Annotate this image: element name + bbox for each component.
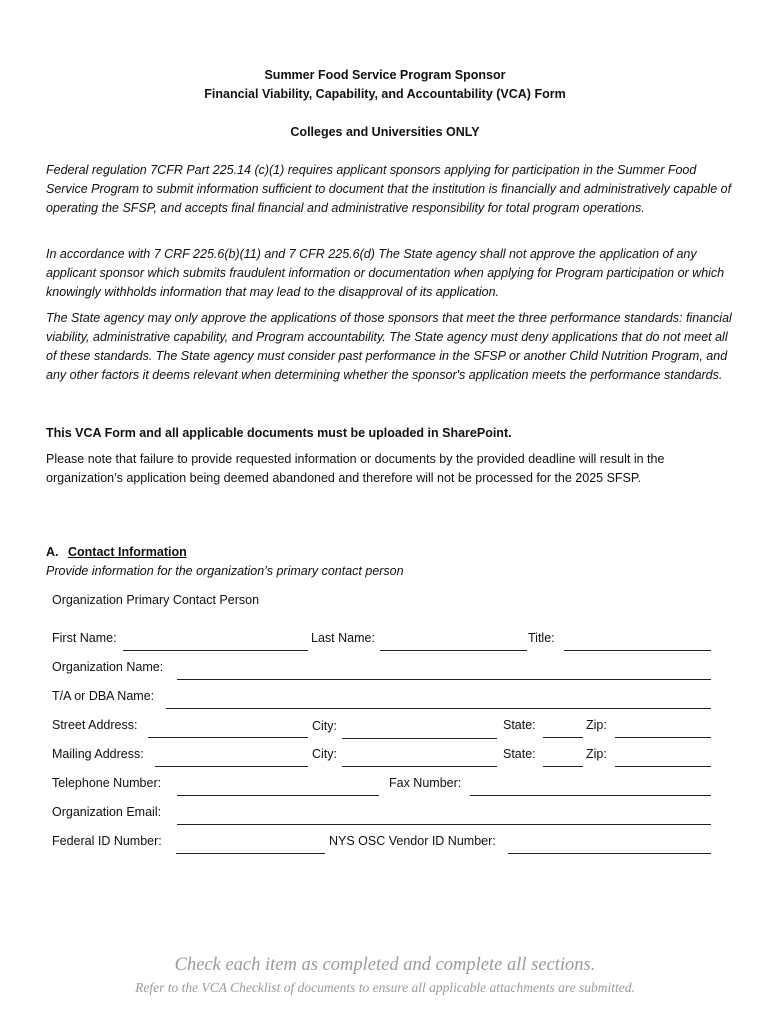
telephone-label: Telephone Number: xyxy=(52,776,162,790)
section-a-letter: A. xyxy=(46,545,59,559)
federal-id-field[interactable] xyxy=(176,837,325,854)
last-name-label: Last Name: xyxy=(311,631,375,645)
fax-label: Fax Number: xyxy=(389,776,462,790)
section-a-title: Contact Information xyxy=(67,545,187,559)
street-state-label: State: xyxy=(503,718,536,732)
section-a-instruction: Provide information for the organization’s primary contact person xyxy=(46,564,404,578)
form-title-line1: Summer Food Service Program Sponsor xyxy=(264,68,506,82)
upload-notice: This VCA Form and all applicable documents must be uploaded in SharePoint. xyxy=(46,426,512,440)
street-address-label: Street Address: xyxy=(52,718,138,732)
org-email-field[interactable] xyxy=(177,808,711,825)
street-state-field[interactable] xyxy=(543,721,583,738)
title-label: Title: xyxy=(528,631,555,645)
dba-label: T/A or DBA Name: xyxy=(52,689,155,703)
title-field[interactable] xyxy=(564,634,711,651)
form-subtitle: Colleges and Universities ONLY xyxy=(290,125,480,139)
street-address-field[interactable] xyxy=(148,721,308,738)
org-name-field[interactable] xyxy=(177,663,711,680)
regulation-paragraph: Federal regulation 7CFR Part 225.14 (c)(1) requires applicant sponsors applying for participation in the Summer Food Service Program to submit information sufficient to document that the institution is financially and administratively capable of operating the SFSP, and accepts final financial and administrative responsibility for total program operations. xyxy=(46,163,732,215)
mailing-city-field[interactable] xyxy=(342,750,497,767)
street-zip-field[interactable] xyxy=(615,721,711,738)
fax-field[interactable] xyxy=(470,779,711,796)
mailing-city-label: City: xyxy=(312,747,337,761)
last-name-field[interactable] xyxy=(380,634,527,651)
federal-id-label: Federal ID Number: xyxy=(52,834,162,848)
fraud-paragraph: In accordance with 7 CRF 225.6(b)(11) and 7 CFR 225.6(d) The State agency shall not approve the application of any applicant sponsor which submits fraudulent information or documentation when applying for Program participation or which knowingly withholds information that may lead to the disapproval of its application. xyxy=(46,247,725,299)
street-city-field[interactable] xyxy=(342,722,497,739)
vendor-id-field[interactable] xyxy=(508,837,711,854)
first-name-label: First Name: xyxy=(52,631,117,645)
section-a-heading xyxy=(46,545,187,559)
mailing-address-label: Mailing Address: xyxy=(52,747,144,761)
form-title-line2: Financial Viability, Capability, and Accountability (VCA) Form xyxy=(204,87,566,101)
footer-checklist-note: Refer to the VCA Checklist of documents to ensure all applicable attachments are submitted. xyxy=(135,980,635,995)
mailing-state-field[interactable] xyxy=(543,750,583,767)
footer-instruction: Check each item as completed and complete all sections. xyxy=(174,955,596,975)
mailing-zip-label: Zip: xyxy=(586,747,607,761)
org-name-label: Organization Name: xyxy=(52,660,164,674)
dba-field[interactable] xyxy=(166,692,711,709)
mailing-zip-field[interactable] xyxy=(615,750,711,767)
street-city-label: City: xyxy=(312,719,337,733)
mailing-state-label: State: xyxy=(503,747,536,761)
primary-contact-subheading: Organization Primary Contact Person xyxy=(52,593,260,607)
telephone-field[interactable] xyxy=(177,779,379,796)
mailing-address-field[interactable] xyxy=(155,750,308,767)
performance-standards-paragraph: The State agency may only approve the applications of those sponsors that meet the three performance standards: financial viability, administrative capability, and Program accountability. The State agency must deny applications that do not meet all of these standards. The State agency must consider past performance in the SFSP or another Child Nutrition Program, and any other factors it deems relevant when determining whether the sponsor's application meets the performance standards. xyxy=(46,311,732,382)
org-email-label: Organization Email: xyxy=(52,805,162,819)
deadline-notice: Please note that failure to provide requested information or documents by the provided deadline will result in the organization’s application being deemed abandoned and therefore will not be processed for the 2025 SFSP. xyxy=(46,452,665,485)
vendor-id-label: NYS OSC Vendor ID Number: xyxy=(329,834,496,848)
street-zip-label: Zip: xyxy=(586,718,607,732)
first-name-field[interactable] xyxy=(123,634,308,651)
